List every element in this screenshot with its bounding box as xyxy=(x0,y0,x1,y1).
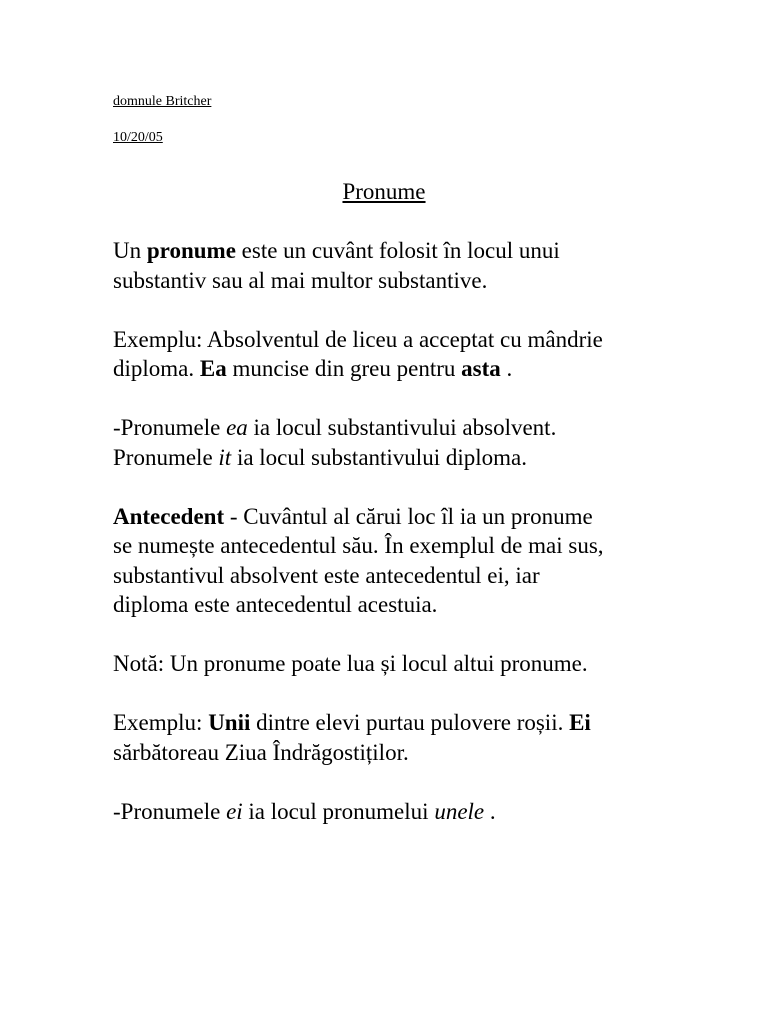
keyword-pronume: pronume xyxy=(146,238,236,263)
text-line xyxy=(113,354,713,384)
document-title: Pronume xyxy=(342,179,426,204)
text-run: Un xyxy=(113,238,147,263)
text-line: Notă: Un pronume poate lua și locul altui pronume. xyxy=(113,651,588,676)
definition-paragraph xyxy=(113,236,713,295)
document-body xyxy=(113,236,713,856)
text-run: - Cuvântul al cărui loc îl ia un pronume xyxy=(224,503,593,529)
italic-unele: unele xyxy=(434,798,485,824)
text-run: -Pronumele xyxy=(113,798,227,824)
text-line: diploma este antecedentul acestuia. xyxy=(113,592,438,617)
italic-ei: ei xyxy=(226,798,243,824)
antecedent-paragraph xyxy=(113,502,713,620)
text-line: sărbătoreau Ziua Îndrăgostiților. xyxy=(113,739,409,765)
text-line: se numește antecedentul său. În exemplul de mai sus, xyxy=(113,533,604,558)
text-line: Exemplu: Absolventul de liceu a acceptat cu mândrie xyxy=(113,326,603,352)
text-line xyxy=(113,443,713,473)
text-run: diploma. xyxy=(113,356,200,381)
text-run: . xyxy=(500,356,513,381)
text-line xyxy=(113,413,713,443)
text-run: dintre elevi purtau pulovere roșii. xyxy=(250,710,570,735)
keyword-asta: asta xyxy=(461,356,501,381)
text-run: Exemplu: xyxy=(113,710,209,735)
keyword-antecedent: Antecedent xyxy=(113,503,225,529)
explanation-paragraph xyxy=(113,413,713,472)
text-line xyxy=(113,797,713,827)
text-line xyxy=(113,502,713,532)
text-line xyxy=(113,236,713,266)
author-line: domnule Britcher xyxy=(113,94,212,109)
keyword-ea: Ea xyxy=(199,356,227,381)
text-run: ia locul pronumelui xyxy=(242,798,435,824)
second-explanation-paragraph xyxy=(113,797,713,827)
keyword-unii: Unii xyxy=(208,710,251,735)
text-run: . xyxy=(484,798,496,824)
text-run: -Pronumele xyxy=(113,415,227,440)
text-line: substantivul absolvent este antecedentul ei, iar xyxy=(113,562,540,588)
text-run: muncise din greu pentru xyxy=(226,356,462,381)
text-line xyxy=(113,708,713,738)
italic-it: it xyxy=(218,444,232,470)
note-paragraph xyxy=(113,649,713,679)
keyword-ei: Ei xyxy=(569,710,591,735)
text-run: Pronumele xyxy=(113,444,219,470)
date-line: 10/20/05 xyxy=(113,130,163,145)
text-run: este un cuvânt folosit în locul unui xyxy=(235,238,560,263)
text-run: ia locul substantivului absolvent. xyxy=(247,415,557,440)
italic-ea: ea xyxy=(226,415,248,440)
text-line: substantiv sau al mai multor substantive. xyxy=(113,267,488,293)
example-paragraph xyxy=(113,325,713,384)
text-run: ia locul substantivului diploma. xyxy=(231,444,527,470)
second-example-paragraph xyxy=(113,708,713,767)
